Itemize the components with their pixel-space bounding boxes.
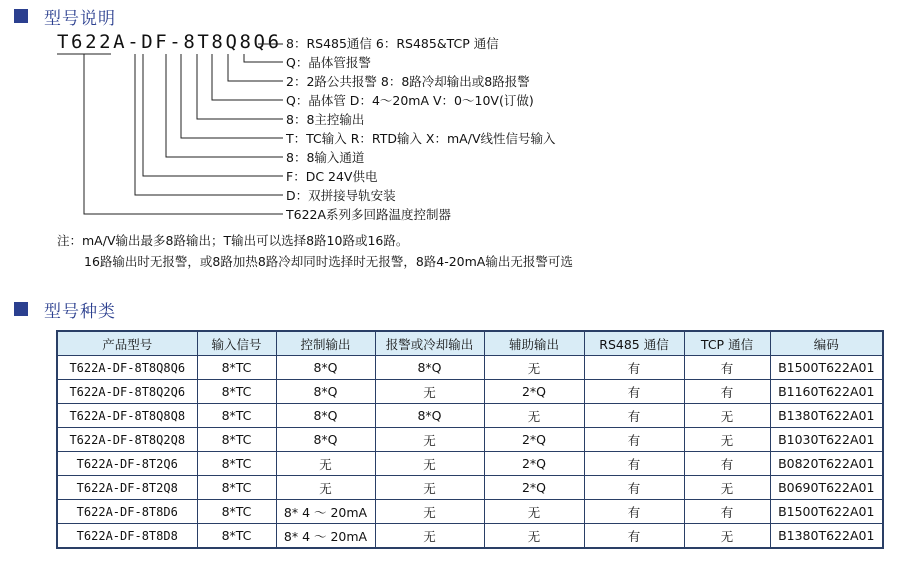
table-cell: B1380T622A01	[770, 404, 883, 428]
model-types-table	[56, 330, 884, 549]
column-header: RS485 通信	[584, 331, 684, 356]
table-cell: 有	[584, 452, 684, 476]
table-cell: 8*TC	[197, 524, 276, 549]
table-cell: 2*Q	[484, 380, 584, 404]
table-header-row	[57, 331, 883, 356]
table-body	[57, 356, 883, 549]
table-cell: 有	[584, 356, 684, 380]
table-cell: 8*TC	[197, 476, 276, 500]
table-row	[57, 452, 883, 476]
desc-alarm-type: Q：晶体管报警	[286, 55, 371, 70]
table-cell: 8*Q	[276, 356, 375, 380]
desc-output-type: Q：晶体管 D：4～20mA V：0～10V(订做)	[286, 93, 534, 108]
table-cell: B0820T622A01	[770, 452, 883, 476]
table-cell: 8*TC	[197, 500, 276, 524]
model-cell: T622A-DF-8T8D8	[57, 524, 197, 549]
table-cell: 8*TC	[197, 356, 276, 380]
table-cell: 8*Q	[375, 404, 484, 428]
table-cell: 无	[276, 452, 375, 476]
table-cell: B1380T622A01	[770, 524, 883, 549]
column-header: 报警或冷却输出	[375, 331, 484, 356]
table-cell: 2*Q	[484, 452, 584, 476]
table-cell: 无	[276, 476, 375, 500]
table-cell: 无	[684, 428, 770, 452]
table-cell: 无	[684, 404, 770, 428]
model-cell: T622A-DF-8T8Q8Q6	[57, 356, 197, 380]
column-header: TCP 通信	[684, 331, 770, 356]
note-line-2: 16路输出时无报警，或8路加热8路冷却同时选择时无报警，8路4-20mA输出无报警可选	[84, 254, 573, 269]
section-title-text: 型号种类	[44, 301, 116, 322]
table-row	[57, 404, 883, 428]
section-marker-icon	[14, 302, 28, 316]
desc-control-output: 8：8主控输出	[286, 112, 365, 127]
table-cell: 无	[684, 476, 770, 500]
table-cell: 8*Q	[276, 404, 375, 428]
table-cell: 有	[684, 380, 770, 404]
desc-communication: 8：RS485通信 6：RS485&TCP 通信	[286, 36, 499, 51]
desc-alarm-channels: 2：2路公共报警 8：8路冷却输出或8路报警	[286, 74, 530, 89]
table-cell: B0690T622A01	[770, 476, 883, 500]
table-cell: 无	[484, 500, 584, 524]
table-cell: 有	[684, 452, 770, 476]
table-cell: 无	[375, 476, 484, 500]
desc-input-channels: 8：8输入通道	[286, 150, 365, 165]
table-cell: 无	[484, 356, 584, 380]
desc-power-supply: F：DC 24V供电	[286, 169, 378, 184]
table-cell: B1500T622A01	[770, 500, 883, 524]
table-cell: 有	[584, 524, 684, 549]
table-row	[57, 428, 883, 452]
table-cell: 8*TC	[197, 380, 276, 404]
table-cell: 无	[484, 524, 584, 549]
model-cell: T622A-DF-8T8Q2Q8	[57, 428, 197, 452]
table-cell: 有	[584, 428, 684, 452]
model-code: T622A-DF-8T8Q8Q6	[57, 31, 282, 53]
model-cell: T622A-DF-8T8Q8Q8	[57, 404, 197, 428]
table-cell: 2*Q	[484, 476, 584, 500]
table-cell: B1160T622A01	[770, 380, 883, 404]
section-title-text: 型号说明	[44, 8, 116, 29]
table-cell: 8*Q	[375, 356, 484, 380]
model-cell: T622A-DF-8T8D6	[57, 500, 197, 524]
table-cell: 无	[375, 500, 484, 524]
table-cell: 无	[375, 524, 484, 549]
model-cell: T622A-DF-8T2Q8	[57, 476, 197, 500]
model-cell: T622A-DF-8T8Q2Q6	[57, 380, 197, 404]
table-cell: B1500T622A01	[770, 356, 883, 380]
table-row	[57, 500, 883, 524]
column-header: 编码	[770, 331, 883, 356]
table-cell: 8*TC	[197, 428, 276, 452]
column-header: 辅助输出	[484, 331, 584, 356]
table-row	[57, 476, 883, 500]
desc-mounting: D：双拼接导轨安装	[286, 188, 396, 203]
table-cell: 有	[684, 356, 770, 380]
table-cell: 有	[584, 404, 684, 428]
table-cell: 2*Q	[484, 428, 584, 452]
desc-series: T622A系列多回路温度控制器	[286, 207, 452, 222]
column-header: 产品型号	[57, 331, 197, 356]
table-cell: 无	[375, 428, 484, 452]
note-line-1: 注：mA/V输出最多8路输出；T输出可以选择8路10路或16路。	[57, 233, 409, 248]
column-header: 控制输出	[276, 331, 375, 356]
table-cell: 有	[684, 500, 770, 524]
table-cell: 8*TC	[197, 404, 276, 428]
model-cell: T622A-DF-8T2Q6	[57, 452, 197, 476]
table-row	[57, 356, 883, 380]
table-cell: 8* 4 ～ 20mA	[276, 500, 375, 524]
table-cell: 无	[375, 452, 484, 476]
table-cell: 无	[684, 524, 770, 549]
table-cell: 有	[584, 380, 684, 404]
section-title-model-types	[14, 298, 116, 320]
table-row	[57, 380, 883, 404]
desc-input-type: T：TC输入 R：RTD输入 X：mA/V线性信号输入	[286, 131, 556, 146]
column-header: 输入信号	[197, 331, 276, 356]
table-cell: B1030T622A01	[770, 428, 883, 452]
table-cell: 无	[484, 404, 584, 428]
table-cell: 有	[584, 500, 684, 524]
table-cell: 有	[584, 476, 684, 500]
table-cell: 8*Q	[276, 380, 375, 404]
table-cell: 8*TC	[197, 452, 276, 476]
table-cell: 8*Q	[276, 428, 375, 452]
table-cell: 无	[375, 380, 484, 404]
table-row	[57, 524, 883, 549]
table-cell: 8* 4 ～ 20mA	[276, 524, 375, 549]
